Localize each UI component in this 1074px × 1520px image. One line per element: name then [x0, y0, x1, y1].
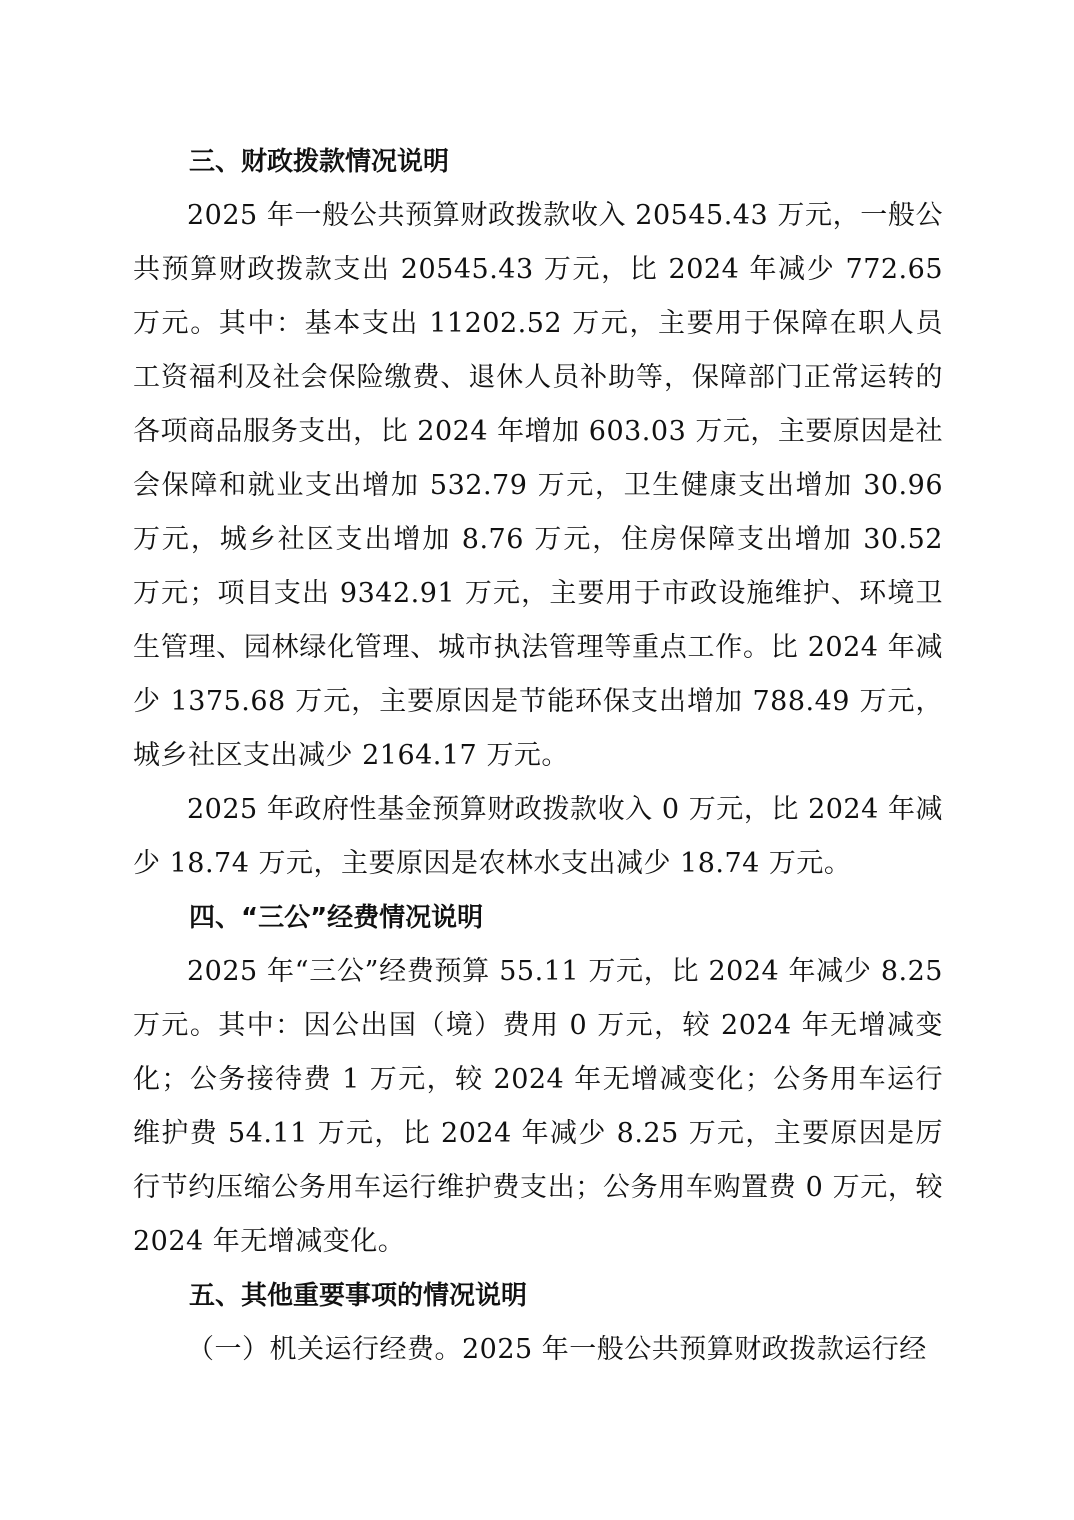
section5-title: 五、其他重要事项的情况说明 — [189, 1281, 528, 1311]
section3-paragraph-2: 2025 年政府性基金预算财政拨款收入 0 万元，比 2024 年减少 18.74 万元，主要原因是农林水支出减少 18.74 万元。 — [133, 794, 943, 879]
section4-title: 四、“三公”经费情况说明 — [189, 903, 484, 933]
section4-paragraph-1: 2025 年“三公”经费预算 55.11 万元，比 2024 年减少 8.25 万元。其中：因公出国（境）费用 0 万元，较 2024 年无增减变化；公务接待费 1 万元，较 2024 年无增减变化；公务用车运行维护费 54.11 万元，比 2024 年减少 8.25 万元，主要原因是厉行节约压缩公务用车运行维护费支出；公务用车购置费 0 万元，较 2024 年无增减变化。 — [133, 956, 943, 1257]
section5-paragraph-1: （一）机关运行经费。2025 年一般公共预算财政拨款运行经 — [187, 1334, 927, 1365]
section3-paragraph-1: 2025 年一般公共预算财政拨款收入 20545.43 万元，一般公共预算财政拨款支出 20545.43 万元，比 2024 年减少 772.65 万元。其中：基本支出 11202.52 万元，主要用于保障在职人员工资福利及社会保险缴费、退休人员补助等，保障部门正常运转的各项商品服务支出，比 2024 年增加 603.03 万元，主要原因是社会保障和就业支出增加 532.79 万元，卫生健康支出增加 30.96 万元，城乡社区支出增加 8.76 万元，住房保障支出增加 30.52 万元；项目支出 9342.91 万元，主要用于市政设施维护、环境卫生管理、园林绿化管理、城市执法管理等重点工作。比 2024 年减少 1375.68 万元，主要原因是节能环保支出增加 788.49 万元，城乡社区支出减少 2164.17 万元。 — [133, 200, 943, 771]
document-page — [133, 135, 943, 1377]
section3-title: 三、财政拨款情况说明 — [189, 147, 450, 177]
